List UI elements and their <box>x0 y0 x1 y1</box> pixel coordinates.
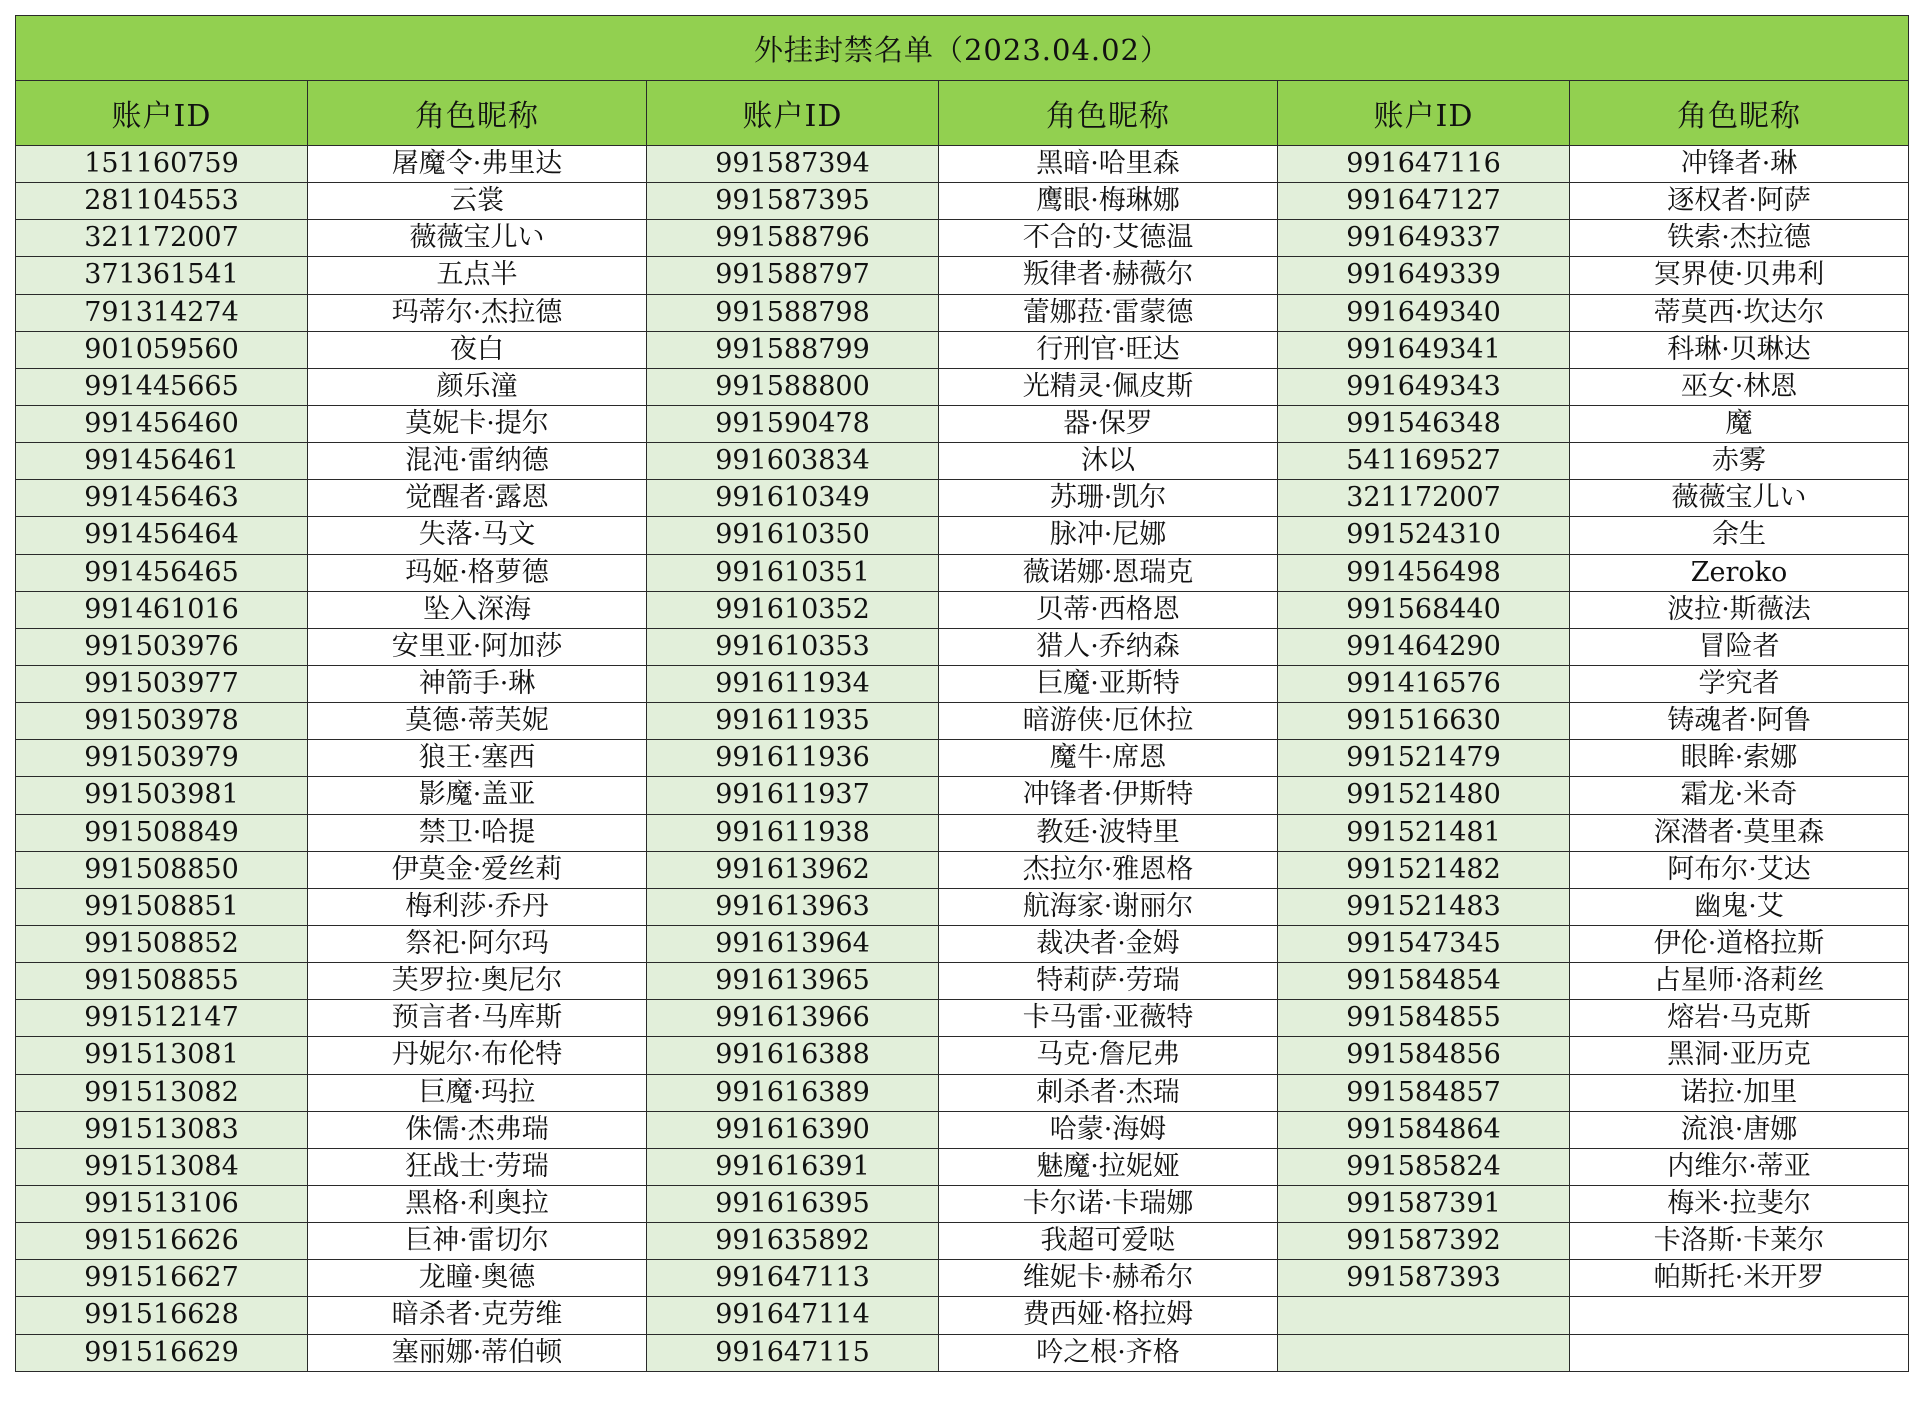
account-id-cell: 991588798 <box>647 294 939 331</box>
character-name-cell: 流浪·唐娜 <box>1570 1111 1909 1148</box>
account-id-cell: 991516626 <box>16 1223 308 1260</box>
table-row <box>16 405 1909 442</box>
table-row <box>16 1185 1909 1222</box>
table-row <box>16 1037 1909 1074</box>
table-row <box>16 925 1909 962</box>
table-row <box>16 1260 1909 1297</box>
account-id-cell: 991456463 <box>16 480 308 517</box>
header-character-name: 角色昵称 <box>308 81 647 146</box>
account-id-cell: 991649343 <box>1278 368 1570 405</box>
character-name-cell: 深潜者·莫里森 <box>1570 814 1909 851</box>
account-id-cell: 991613965 <box>647 963 939 1000</box>
table-row <box>16 331 1909 368</box>
account-id-cell: 991456498 <box>1278 554 1570 591</box>
table-row <box>16 257 1909 294</box>
character-name-cell: 内维尔·蒂亚 <box>1570 1148 1909 1185</box>
character-name-cell: 冒险者 <box>1570 628 1909 665</box>
character-name-cell: 航海家·谢丽尔 <box>939 888 1278 925</box>
character-name-cell: 幽鬼·艾 <box>1570 888 1909 925</box>
account-id-cell: 991508852 <box>16 925 308 962</box>
table-row <box>16 814 1909 851</box>
character-name-cell: 玛蒂尔·杰拉德 <box>308 294 647 331</box>
account-id-cell: 991610352 <box>647 591 939 628</box>
character-name-cell: 我超可爱哒 <box>939 1223 1278 1260</box>
account-id-cell: 991610350 <box>647 517 939 554</box>
character-name-cell: 余生 <box>1570 517 1909 554</box>
table-row <box>16 665 1909 702</box>
character-name-cell: 占星师·洛莉丝 <box>1570 963 1909 1000</box>
character-name-cell: 祭祀·阿尔玛 <box>308 925 647 962</box>
account-id-cell: 991587391 <box>1278 1185 1570 1222</box>
character-name-cell: 卡马雷·亚薇特 <box>939 1000 1278 1037</box>
character-name-cell: 薇薇宝儿い <box>1570 480 1909 517</box>
character-name-cell: 不合的·艾德温 <box>939 220 1278 257</box>
account-id-cell: 991616390 <box>647 1111 939 1148</box>
character-name-cell: 行刑官·旺达 <box>939 331 1278 368</box>
character-name-cell: 冲锋者·琳 <box>1570 146 1909 183</box>
character-name-cell: 铸魂者·阿鲁 <box>1570 703 1909 740</box>
account-id-cell: 991508850 <box>16 851 308 888</box>
table-row <box>16 146 1909 183</box>
character-name-cell: 颜乐潼 <box>308 368 647 405</box>
character-name-cell: 混沌·雷纳德 <box>308 443 647 480</box>
account-id-cell: 991585824 <box>1278 1148 1570 1185</box>
account-id-cell: 991508849 <box>16 814 308 851</box>
character-name-cell: 龙瞳·奥德 <box>308 1260 647 1297</box>
character-name-cell: 丹妮尔·布伦特 <box>308 1037 647 1074</box>
character-name-cell: 帕斯托·米开罗 <box>1570 1260 1909 1297</box>
character-name-cell: 巨魔·玛拉 <box>308 1074 647 1111</box>
character-name-cell: 屠魔令·弗里达 <box>308 146 647 183</box>
character-name-cell: 叛律者·赫薇尔 <box>939 257 1278 294</box>
account-id-cell: 991516627 <box>16 1260 308 1297</box>
character-name-cell: 光精灵·佩皮斯 <box>939 368 1278 405</box>
character-name-cell: 莫妮卡·提尔 <box>308 405 647 442</box>
character-name-cell: 伊伦·道格拉斯 <box>1570 925 1909 962</box>
character-name-cell: 猎人·乔纳森 <box>939 628 1278 665</box>
character-name-cell: 鹰眼·梅琳娜 <box>939 183 1278 220</box>
account-id-cell: 991611936 <box>647 740 939 777</box>
character-name-cell: 贝蒂·西格恩 <box>939 591 1278 628</box>
header-account-id: 账户ID <box>1278 81 1570 146</box>
character-name-cell: 裁决者·金姆 <box>939 925 1278 962</box>
character-name-cell: 巨魔·亚斯特 <box>939 665 1278 702</box>
character-name-cell: 特莉萨·劳瑞 <box>939 963 1278 1000</box>
account-id-cell: 991503977 <box>16 665 308 702</box>
character-name-cell: 坠入深海 <box>308 591 647 628</box>
account-id-cell: 991416576 <box>1278 665 1570 702</box>
account-id-cell: 991512147 <box>16 1000 308 1037</box>
account-id-cell: 991613964 <box>647 925 939 962</box>
account-id-cell: 991521481 <box>1278 814 1570 851</box>
character-name-cell: 安里亚·阿加莎 <box>308 628 647 665</box>
account-id-cell: 991588799 <box>647 331 939 368</box>
character-name-cell <box>1570 1297 1909 1334</box>
character-name-cell: 卡洛斯·卡莱尔 <box>1570 1223 1909 1260</box>
character-name-cell: 梅利莎·乔丹 <box>308 888 647 925</box>
character-name-cell: 波拉·斯薇法 <box>1570 591 1909 628</box>
account-id-cell: 371361541 <box>16 257 308 294</box>
account-id-cell: 991616389 <box>647 1074 939 1111</box>
account-id-cell <box>1278 1297 1570 1334</box>
character-name-cell: 莫德·蒂芙妮 <box>308 703 647 740</box>
account-id-cell: 991611937 <box>647 777 939 814</box>
account-id-cell: 991546348 <box>1278 405 1570 442</box>
character-name-cell: 伊莫金·爱丝莉 <box>308 851 647 888</box>
account-id-cell: 991649340 <box>1278 294 1570 331</box>
character-name-cell: 黑洞·亚历克 <box>1570 1037 1909 1074</box>
table-row <box>16 517 1909 554</box>
account-id-cell: 991647127 <box>1278 183 1570 220</box>
table-row <box>16 368 1909 405</box>
character-name-cell: 觉醒者·露恩 <box>308 480 647 517</box>
account-id-cell: 991588797 <box>647 257 939 294</box>
character-name-cell: Zeroko <box>1570 554 1909 591</box>
character-name-cell: 杰拉尔·雅恩格 <box>939 851 1278 888</box>
table-row <box>16 703 1909 740</box>
account-id-cell: 991584856 <box>1278 1037 1570 1074</box>
character-name-cell: 薇薇宝儿い <box>308 220 647 257</box>
character-name-cell: 夜白 <box>308 331 647 368</box>
account-id-cell: 991587393 <box>1278 1260 1570 1297</box>
table-row <box>16 740 1909 777</box>
table-row <box>16 183 1909 220</box>
account-id-cell: 281104553 <box>16 183 308 220</box>
account-id-cell: 991503976 <box>16 628 308 665</box>
account-id-cell: 991513081 <box>16 1037 308 1074</box>
header-account-id: 账户ID <box>647 81 939 146</box>
character-name-cell: 哈蒙·海姆 <box>939 1111 1278 1148</box>
character-name-cell: 薇诺娜·恩瑞克 <box>939 554 1278 591</box>
account-id-cell: 991461016 <box>16 591 308 628</box>
character-name-cell: 学究者 <box>1570 665 1909 702</box>
character-name-cell: 眼眸·索娜 <box>1570 740 1909 777</box>
account-id-cell: 991647113 <box>647 1260 939 1297</box>
character-name-cell: 梅米·拉斐尔 <box>1570 1185 1909 1222</box>
character-name-cell: 霜龙·米奇 <box>1570 777 1909 814</box>
account-id-cell: 991456461 <box>16 443 308 480</box>
account-id-cell: 991649341 <box>1278 331 1570 368</box>
character-name-cell: 冥界使·贝弗利 <box>1570 257 1909 294</box>
table-row <box>16 888 1909 925</box>
character-name-cell: 教廷·波特里 <box>939 814 1278 851</box>
account-id-cell: 991503978 <box>16 703 308 740</box>
character-name-cell: 五点半 <box>308 257 647 294</box>
character-name-cell: 芙罗拉·奥尼尔 <box>308 963 647 1000</box>
table-row <box>16 1148 1909 1185</box>
account-id-cell: 991584855 <box>1278 1000 1570 1037</box>
account-id-cell: 991584854 <box>1278 963 1570 1000</box>
header-row <box>16 81 1909 146</box>
table-row <box>16 1297 1909 1334</box>
account-id-cell: 541169527 <box>1278 443 1570 480</box>
character-name-cell: 黑格·利奥拉 <box>308 1185 647 1222</box>
table-row <box>16 591 1909 628</box>
character-name-cell: 失落·马文 <box>308 517 647 554</box>
account-id-cell: 991508855 <box>16 963 308 1000</box>
account-id-cell: 991613963 <box>647 888 939 925</box>
account-id-cell: 991610349 <box>647 480 939 517</box>
account-id-cell: 991611935 <box>647 703 939 740</box>
header-account-id: 账户ID <box>16 81 308 146</box>
account-id-cell: 991456460 <box>16 405 308 442</box>
table-row <box>16 1074 1909 1111</box>
account-id-cell: 991588796 <box>647 220 939 257</box>
account-id-cell: 991516628 <box>16 1297 308 1334</box>
account-id-cell: 991616395 <box>647 1185 939 1222</box>
account-id-cell: 991587395 <box>647 183 939 220</box>
account-id-cell: 991587392 <box>1278 1223 1570 1260</box>
character-name-cell: 魅魔·拉妮娅 <box>939 1148 1278 1185</box>
account-id-cell: 991616391 <box>647 1148 939 1185</box>
character-name-cell: 维妮卡·赫希尔 <box>939 1260 1278 1297</box>
account-id-cell: 991568440 <box>1278 591 1570 628</box>
character-name-cell <box>1570 1334 1909 1371</box>
account-id-cell: 791314274 <box>16 294 308 331</box>
character-name-cell: 阿布尔·艾达 <box>1570 851 1909 888</box>
account-id-cell: 991513106 <box>16 1185 308 1222</box>
account-id-cell: 991508851 <box>16 888 308 925</box>
character-name-cell: 吟之根·齐格 <box>939 1334 1278 1371</box>
character-name-cell: 脉冲·尼娜 <box>939 517 1278 554</box>
account-id-cell: 321172007 <box>16 220 308 257</box>
account-id-cell: 991521483 <box>1278 888 1570 925</box>
account-id-cell: 991611938 <box>647 814 939 851</box>
character-name-cell: 巨神·雷切尔 <box>308 1223 647 1260</box>
account-id-cell: 991513082 <box>16 1074 308 1111</box>
table-row <box>16 220 1909 257</box>
character-name-cell: 暗杀者·克劳维 <box>308 1297 647 1334</box>
character-name-cell: 巫女·林恩 <box>1570 368 1909 405</box>
table-row <box>16 480 1909 517</box>
account-id-cell: 991610353 <box>647 628 939 665</box>
table-title: 外挂封禁名单（2023.04.02） <box>16 16 1909 81</box>
account-id-cell: 991649337 <box>1278 220 1570 257</box>
account-id-cell: 991521480 <box>1278 777 1570 814</box>
account-id-cell: 901059560 <box>16 331 308 368</box>
table-row <box>16 963 1909 1000</box>
account-id-cell: 991513083 <box>16 1111 308 1148</box>
account-id-cell: 991584857 <box>1278 1074 1570 1111</box>
table-row <box>16 554 1909 591</box>
account-id-cell: 991456464 <box>16 517 308 554</box>
account-id-cell: 991445665 <box>16 368 308 405</box>
character-name-cell: 卡尔诺·卡瑞娜 <box>939 1185 1278 1222</box>
header-character-name: 角色昵称 <box>939 81 1278 146</box>
account-id-cell: 991516629 <box>16 1334 308 1371</box>
table-row <box>16 1111 1909 1148</box>
account-id-cell: 991610351 <box>647 554 939 591</box>
character-name-cell: 马克·詹尼弗 <box>939 1037 1278 1074</box>
table-row <box>16 443 1909 480</box>
table-row <box>16 628 1909 665</box>
character-name-cell: 云裳 <box>308 183 647 220</box>
character-name-cell: 熔岩·马克斯 <box>1570 1000 1909 1037</box>
account-id-cell: 991456465 <box>16 554 308 591</box>
account-id-cell: 991647116 <box>1278 146 1570 183</box>
table-body <box>16 146 1909 1372</box>
account-id-cell: 991611934 <box>647 665 939 702</box>
account-id-cell: 991603834 <box>647 443 939 480</box>
account-id-cell: 321172007 <box>1278 480 1570 517</box>
table-row <box>16 1000 1909 1037</box>
character-name-cell: 苏珊·凯尔 <box>939 480 1278 517</box>
character-name-cell: 科琳·贝琳达 <box>1570 331 1909 368</box>
character-name-cell: 逐权者·阿萨 <box>1570 183 1909 220</box>
account-id-cell: 991547345 <box>1278 925 1570 962</box>
account-id-cell: 991588800 <box>647 368 939 405</box>
account-id-cell: 991521479 <box>1278 740 1570 777</box>
account-id-cell: 991616388 <box>647 1037 939 1074</box>
account-id-cell: 991647115 <box>647 1334 939 1371</box>
character-name-cell: 魔牛·席恩 <box>939 740 1278 777</box>
account-id-cell: 991587394 <box>647 146 939 183</box>
character-name-cell: 蕾娜菈·雷蒙德 <box>939 294 1278 331</box>
account-id-cell: 991524310 <box>1278 517 1570 554</box>
character-name-cell: 预言者·马库斯 <box>308 1000 647 1037</box>
character-name-cell: 神箭手·琳 <box>308 665 647 702</box>
account-id-cell: 991649339 <box>1278 257 1570 294</box>
account-id-cell: 991613962 <box>647 851 939 888</box>
account-id-cell: 991503981 <box>16 777 308 814</box>
character-name-cell: 狂战士·劳瑞 <box>308 1148 647 1185</box>
header-character-name: 角色昵称 <box>1570 81 1909 146</box>
character-name-cell: 铁索·杰拉德 <box>1570 220 1909 257</box>
account-id-cell: 991584864 <box>1278 1111 1570 1148</box>
character-name-cell: 玛姬·格萝德 <box>308 554 647 591</box>
account-id-cell <box>1278 1334 1570 1371</box>
account-id-cell: 151160759 <box>16 146 308 183</box>
account-id-cell: 991503979 <box>16 740 308 777</box>
character-name-cell: 魔 <box>1570 405 1909 442</box>
account-id-cell: 991590478 <box>647 405 939 442</box>
account-id-cell: 991647114 <box>647 1297 939 1334</box>
account-id-cell: 991521482 <box>1278 851 1570 888</box>
character-name-cell: 暗游侠·厄休拉 <box>939 703 1278 740</box>
account-id-cell: 991635892 <box>647 1223 939 1260</box>
table-row <box>16 851 1909 888</box>
table-row <box>16 294 1909 331</box>
character-name-cell: 禁卫·哈提 <box>308 814 647 851</box>
character-name-cell: 狼王·塞西 <box>308 740 647 777</box>
character-name-cell: 刺杀者·杰瑞 <box>939 1074 1278 1111</box>
table-row <box>16 777 1909 814</box>
character-name-cell: 塞丽娜·蒂伯顿 <box>308 1334 647 1371</box>
ban-list-table <box>15 15 1909 1372</box>
account-id-cell: 991613966 <box>647 1000 939 1037</box>
character-name-cell: 器·保罗 <box>939 405 1278 442</box>
character-name-cell: 侏儒·杰弗瑞 <box>308 1111 647 1148</box>
character-name-cell: 冲锋者·伊斯特 <box>939 777 1278 814</box>
character-name-cell: 诺拉·加里 <box>1570 1074 1909 1111</box>
table-row <box>16 1223 1909 1260</box>
character-name-cell: 赤雾 <box>1570 443 1909 480</box>
table-row <box>16 1334 1909 1371</box>
account-id-cell: 991516630 <box>1278 703 1570 740</box>
character-name-cell: 影魔·盖亚 <box>308 777 647 814</box>
character-name-cell: 沐以 <box>939 443 1278 480</box>
account-id-cell: 991464290 <box>1278 628 1570 665</box>
account-id-cell: 991513084 <box>16 1148 308 1185</box>
character-name-cell: 费西娅·格拉姆 <box>939 1297 1278 1334</box>
character-name-cell: 蒂莫西·坎达尔 <box>1570 294 1909 331</box>
character-name-cell: 黑暗·哈里森 <box>939 146 1278 183</box>
